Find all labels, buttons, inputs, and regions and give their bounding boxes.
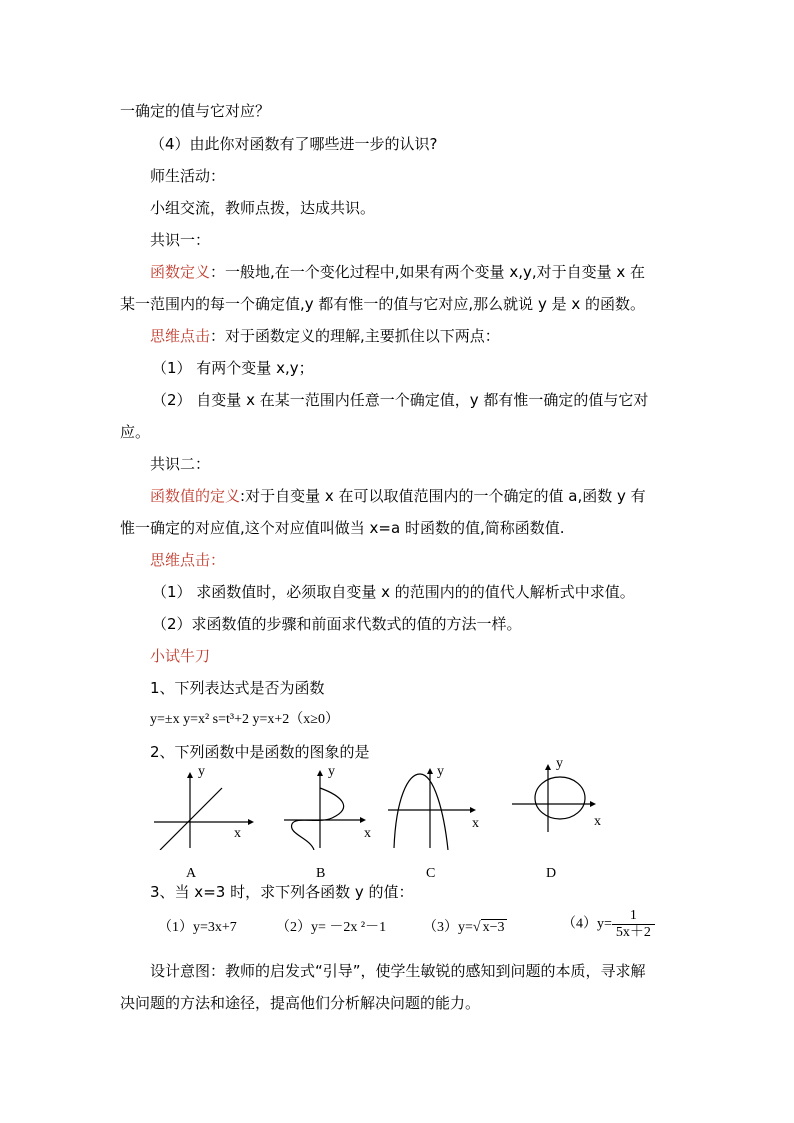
x-axis-arrow: [590, 801, 596, 807]
think-label: 思维点击: [150, 327, 211, 345]
text-line: 某一范围内的每一个确定值,y 都有惟一的值与它对应,那么就说 y 是 x 的函数。: [120, 295, 646, 313]
y-axis-label: y: [437, 764, 444, 779]
definition-text: :对于自变量 x 在可以取值范围内的一个确定的值 a,函数 y 有: [240, 487, 646, 505]
text-line: 共识一：: [150, 231, 211, 249]
section-heading: 小试牛刀: [150, 647, 211, 665]
q3-part-4-prefix: （4）y=: [562, 916, 612, 932]
fraction: [612, 908, 655, 941]
definition-text: ：一般地,在一个变化过程中,如果有两个变量 x,y,对于自变量 x 在: [210, 263, 646, 281]
y-axis-label: y: [328, 764, 335, 779]
function-curve: [292, 788, 344, 850]
denominator: 5x＋2: [615, 925, 651, 940]
q3-part-2: （2）y= －2x ²－1: [276, 920, 387, 935]
think-text: ：对于函数定义的理解,主要抓住以下两点：: [210, 327, 500, 345]
function-curve: [394, 774, 448, 850]
graph-a: [150, 764, 260, 881]
graph-d-svg: [508, 762, 618, 832]
y-axis-arrow: [187, 772, 193, 778]
graph-b-svg: [280, 770, 390, 850]
think-label: 思维点击：: [150, 551, 226, 569]
graph-label: D: [546, 866, 557, 881]
text-line: （2）求函数值的步骤和前面求代数式的值的方法一样。: [152, 615, 522, 633]
x-axis-arrow: [360, 817, 366, 823]
text-line: 小组交流，教师点拨，达成共识。: [150, 199, 376, 217]
y-axis-label: y: [556, 756, 563, 771]
q3-part-3: [423, 918, 507, 938]
function-curve: [535, 777, 585, 819]
text-line: （4）由此你对函数有了哪些进一步的认识?: [150, 135, 438, 153]
text-line: 师生活动：: [150, 167, 226, 185]
x-axis-arrow: [248, 819, 254, 825]
radicand: x−3: [482, 920, 505, 935]
definition-label: 函数值的定义: [150, 487, 241, 505]
y-axis-arrow: [427, 768, 433, 774]
graph-label: C: [426, 866, 436, 881]
definition-line: [150, 262, 645, 282]
graph-label: B: [316, 866, 326, 881]
text-line: 一确定的值与它对应？: [120, 102, 271, 120]
question-3: 3、当 x=3 时，求下列各函数 y 的值：: [150, 883, 414, 901]
x-axis-label: x: [472, 816, 479, 831]
design-intent-line: 决问题的方法和途径，提高他们分析解决问题的能力。: [120, 994, 481, 1012]
design-intent-line: 设计意图：教师的启发式“引导”，使学生敏锐的感知到问题的本质，寻求解: [150, 962, 646, 980]
question-1-expressions: y=±x y=x² s=t³+2 y=x+2（x≥0）: [150, 712, 339, 727]
text-line: （1） 求函数值时，必须取自变量 x 的范围内的的值代人解析式中求值。: [152, 583, 635, 601]
graph-b: [280, 764, 390, 881]
text-line: 惟一确定的对应值,这个对应值叫做当 x=a 时函数的值,简称函数值.: [120, 519, 565, 537]
question-2: 2、下列函数中是函数的图象的是: [150, 743, 370, 761]
definition-label: 函数定义: [150, 263, 211, 281]
graph-a-svg: [150, 770, 260, 850]
sqrt-sign: √: [472, 920, 481, 935]
q3-part-1: （1）y=3x+7: [158, 920, 237, 935]
x-axis-arrow: [470, 807, 476, 813]
text-line: 应。: [120, 423, 151, 441]
function-curve: [160, 788, 222, 850]
graph-label: A: [186, 866, 197, 881]
question-1: 1、下列表达式是否为函数: [150, 679, 325, 697]
x-axis-label: x: [364, 826, 371, 841]
graph-d: [508, 756, 618, 881]
text-line: （2） 自变量 x 在某一范围内任意一个确定值，y 都有惟一确定的值与它对: [152, 391, 649, 409]
y-axis-arrow: [545, 764, 551, 770]
definition-line: [150, 486, 646, 506]
y-axis-label: y: [198, 764, 205, 779]
text-line: 共识二：: [150, 455, 211, 473]
text-line: （1） 有两个变量 x,y；: [152, 359, 314, 377]
graph-c: [386, 764, 496, 881]
think-line: [150, 326, 500, 346]
numerator: 1: [612, 908, 655, 925]
q3-part-4: [562, 908, 655, 941]
x-axis-label: x: [234, 826, 241, 841]
q3-part-3-prefix: （3）y=: [423, 920, 473, 935]
y-axis-arrow: [317, 770, 323, 776]
x-axis-label: x: [594, 814, 601, 829]
